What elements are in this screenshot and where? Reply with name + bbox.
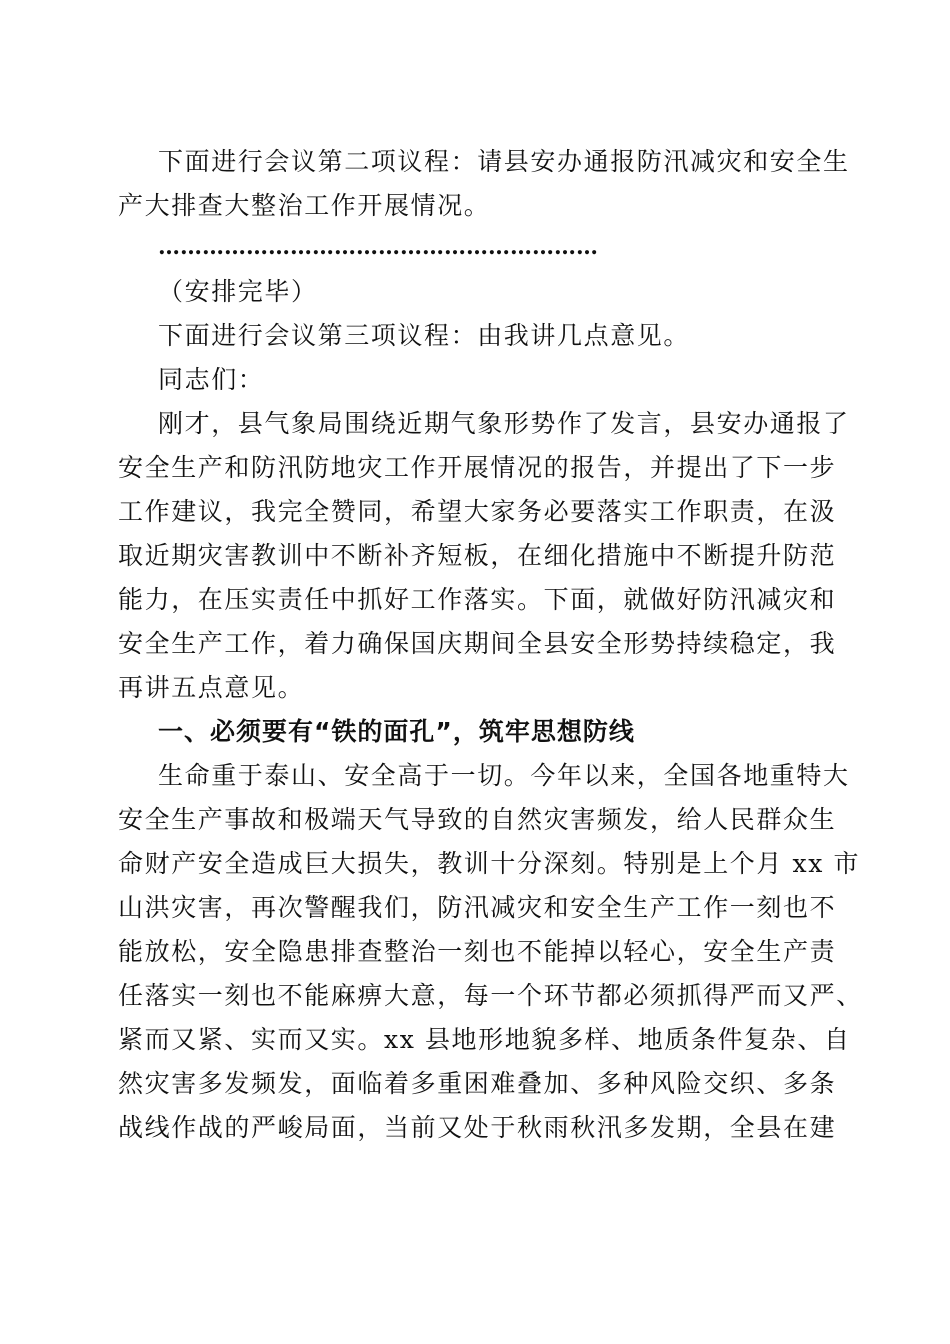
paragraph-intro-line: 刚才，县气象局围绕近期气象形势作了发言，县安办通报了 [158,409,850,438]
paragraph-section-1-line: 战线作战的严峻局面，当前又处于秋雨秋汛多发期，全县在建 [118,1113,837,1142]
paragraph-section-1-line: 安全生产事故和极端天气导致的自然灾害频发，给人民群众生 [118,805,837,834]
paragraph-intro-line: 再讲五点意见。 [118,673,305,702]
paragraph-section-1-line: 命财产安全造成巨大损失，教训十分深刻。特别是上个月 xx 市 [118,849,861,878]
paragraph-agenda-item-3: 下面进行会议第三项议程：由我讲几点意见。 [158,321,691,350]
paragraph-section-1-line: 任落实一刻也不能麻痹大意，每一个环节都必须抓得严而又严、 [118,981,863,1010]
section-heading-1: 一、必须要有“铁的面孔”，筑牢思想防线 [158,717,635,746]
paragraph-agenda-item-2-line-1: 下面进行会议第二项议程：请县安办通报防汛减灾和安全生 [158,147,850,176]
paragraph-intro-line: 能力，在压实责任中抓好工作落实。下面，就做好防汛减灾和 [118,585,837,614]
paragraph-salutation: 同志们： [158,365,265,394]
paragraph-intro-line: 取近期灾害教训中不断补齐短板，在细化措施中不断提升防范 [118,541,837,570]
paragraph-intro-line: 安全生产和防汛防地灾工作开展情况的报告，并提出了下一步 [118,453,837,482]
paragraph-intro-line: 工作建议，我完全赞同，希望大家务必要落实工作职责，在汲 [118,497,837,526]
paragraph-agenda-item-2-line-2: 产大排查大整治工作开展情况。 [118,191,491,220]
paragraph-section-1-line: 紧而又紧、实而又实。xx 县地形地貌多样、地质条件复杂、自 [118,1025,851,1054]
paragraph-section-1-line: 然灾害多发频发，面临着多重困难叠加、多种风险交织、多条 [118,1069,837,1098]
paragraph-intro-line: 安全生产工作，着力确保国庆期间全县安全形势持续稳定，我 [118,629,837,658]
paragraph-section-1-line: 山洪灾害，再次警醒我们，防汛减灾和安全生产工作一刻也不 [118,893,837,922]
paragraph-section-1-line: 生命重于泰山、安全高于一切。今年以来，全国各地重特大 [158,761,850,790]
document-body [118,140,863,1150]
paragraph-arrangement-done: （安排完毕） [158,277,318,306]
paragraph-section-1-line: 能放松，安全隐患排查整治一刻也不能掉以轻心，安全生产责 [118,937,837,966]
ellipsis-separator: …………………………………………………… [158,234,598,260]
